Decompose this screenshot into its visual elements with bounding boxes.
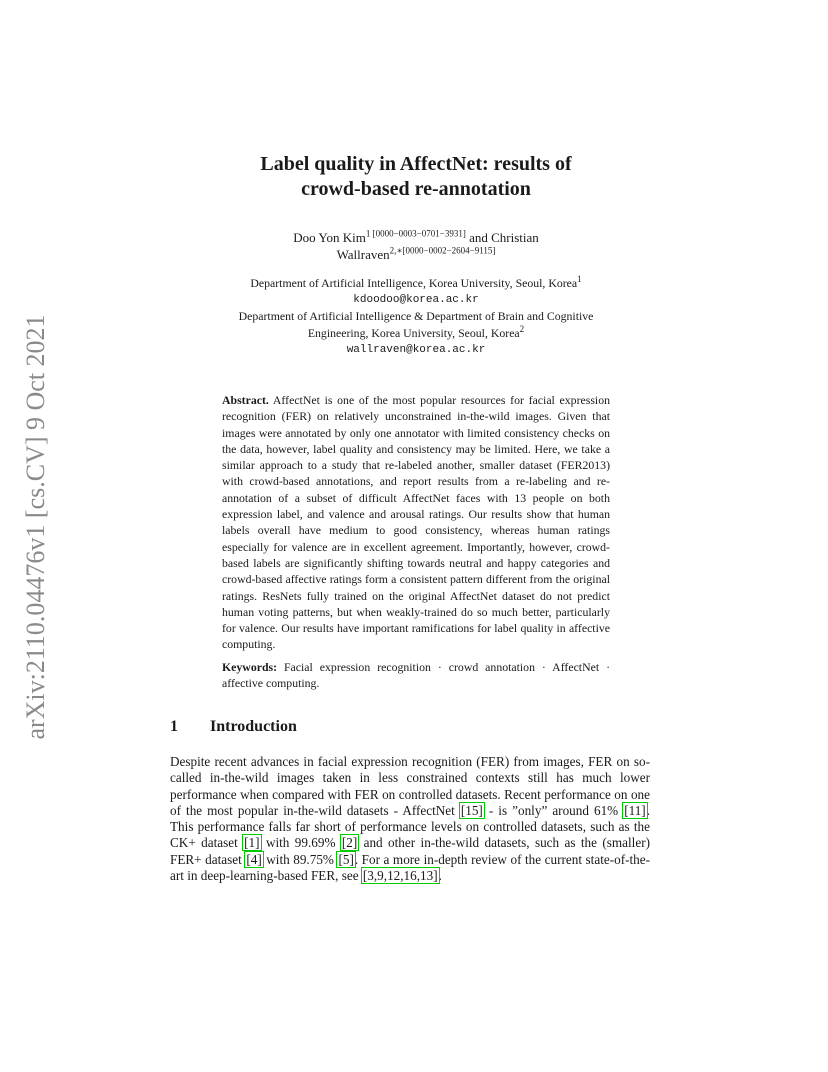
intro-paragraph (170, 754, 650, 884)
intro-text: Despite recent advances in facial expression recognition (FER) from images, FER on so-called in-the-wild images taken in less constrained contexts still has much lower performance when compared with FER on controlled datasets. Recent performance on one of the most popular in-the-wild datasets - AffectNet (170, 754, 650, 818)
author-1-name: Doo Yon Kim (293, 230, 366, 245)
affiliation-2-line-2 (180, 325, 652, 342)
citation-link[interactable]: [1] (244, 835, 260, 851)
author-and: and Christian (465, 230, 539, 245)
citation-link[interactable]: [5] (338, 851, 354, 867)
affiliation-1 (180, 275, 652, 292)
intro-text: with 89.75% (262, 851, 338, 867)
author-1-orcid: 1 [0000−0003−0701−3931] (365, 228, 466, 239)
keywords-text: Facial expression recognition · crowd annotation · AffectNet · affective computing. (222, 660, 610, 691)
affiliation-block (180, 275, 652, 359)
intro-text: . This performance falls far short of performance levels on controlled datasets, such as the CK+ dataset (170, 802, 650, 851)
section-heading (170, 718, 297, 736)
abstract-label: Abstract. (222, 393, 269, 407)
title-line-2: crowd-based re-annotation (301, 178, 531, 200)
author-line-2 (170, 246, 662, 263)
affiliation-1-sup: 1 (577, 274, 582, 285)
affiliation-2-sup: 2 (519, 324, 525, 335)
section-number: 1 (170, 718, 178, 735)
abstract (222, 392, 610, 653)
author-block (170, 229, 662, 263)
title-line-1: Label quality in AffectNet: results of (260, 153, 572, 175)
citation-link[interactable]: [15] (460, 802, 483, 818)
email-2[interactable]: wallraven@korea.ac.kr (346, 343, 486, 356)
intro-text: . For a more in-depth review of the current state-of-the-art in deep-learning-based FER, see (170, 851, 650, 884)
citation-link[interactable]: [3,9,12,16,13] (362, 868, 438, 884)
citation-link[interactable]: [4] (246, 851, 262, 867)
author-2-name: Wallraven (336, 247, 390, 262)
paper-title (170, 152, 662, 202)
affiliation-2-line-1: Department of Artificial Intelligence & Department of Brain and Cognitive (238, 309, 594, 324)
intro-text: and other in-the-wild datasets, such as the (smaller) FER+ dataset (170, 835, 650, 867)
email-1[interactable]: kdoodoo@korea.ac.kr (353, 293, 479, 306)
intro-text: with 99.69% (260, 835, 341, 851)
abstract-text: AffectNet is one of the most popular resources for facial expression recognition (FER) on relatively unconstrained in-the-wild images. Given that images were annotated by only one annotator with limited consistency checks on the data, however, label quality and consistency may be limited. Here, we take a similar approach to a study that re-labeled another, smaller dataset (FER2013) with crowd-based annotations, and report results from a re-labeling and re-annotation of a subset of difficult AffectNet faces with 13 people on both expression label, and valence and arousal ratings. Our results show that human labels overall have medium to good consistency, whereas human ratings especially for valence are in excellent agreement. Importantly, however, crowd-based labels are significantly shifting towards neutral and happy categories and crowd-based affective ratings form a consistent pattern different from the original ratings. ResNets fully trained on the original AffectNet dataset do not predict human voting patterns, but when weakly-trained do so much better, particularly for valence. Our results have important ramifications for label quality in affective computing. (222, 393, 610, 652)
citation-link[interactable]: [2] (341, 835, 358, 851)
affiliation-2-text: Engineering, Korea University, Seoul, Korea (307, 326, 520, 341)
section-title: Introduction (210, 718, 297, 735)
keywords (222, 659, 610, 692)
affiliation-1-text: Department of Artificial Intelligence, Korea University, Seoul, Korea (250, 276, 578, 290)
intro-text: - is ”only” around 61% (483, 802, 624, 818)
arxiv-stamp: arXiv:2110.04476v1 [cs.CV] 9 Oct 2021 (21, 314, 50, 740)
author-line-1 (170, 229, 662, 246)
author-2-orcid: 2,∗[0000−0002−2604−9115] (389, 245, 496, 256)
citation-link[interactable]: [11] (624, 802, 646, 818)
intro-text: . (438, 868, 442, 884)
keywords-label: Keywords: (222, 660, 278, 674)
